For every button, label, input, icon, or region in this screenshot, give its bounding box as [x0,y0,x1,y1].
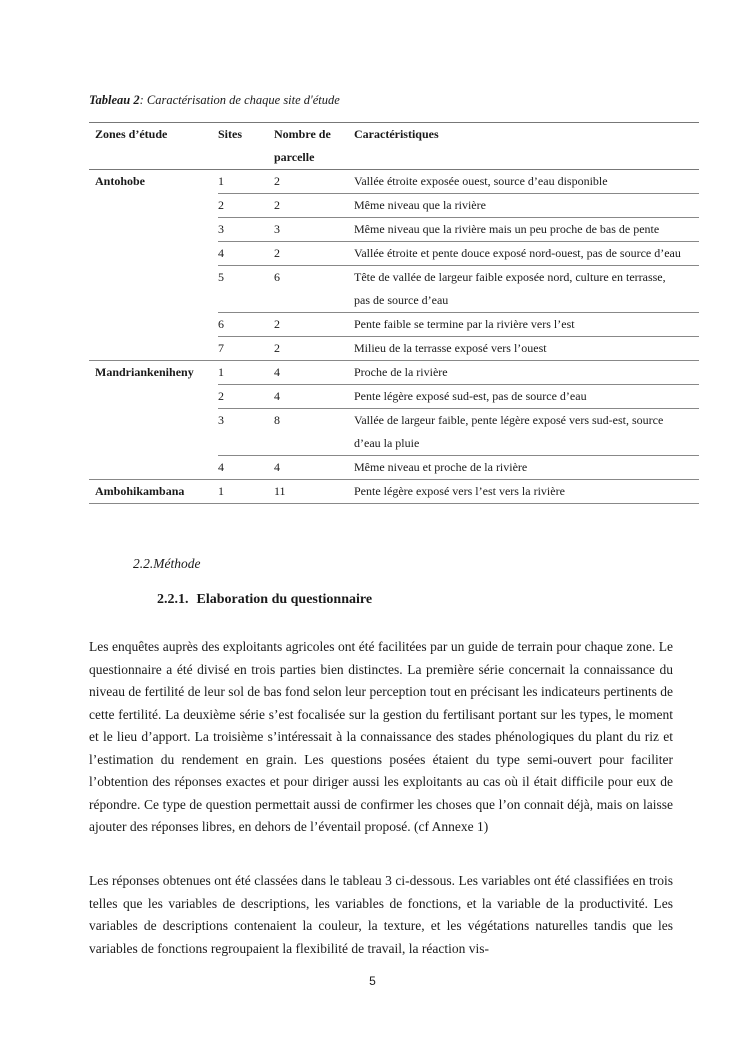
table-row [89,480,699,504]
site-number-cell: 3 [218,218,274,242]
parcel-count-cell: 2 [274,337,354,361]
characteristics-cell: Proche de la rivière [354,361,699,385]
parcel-count-cell: 2 [274,313,354,337]
characteristics-cell: Vallée étroite et pente douce exposé nord-ouest, pas de source d’eau [354,242,699,266]
site-number-cell: 3 [218,409,274,456]
characteristics-cell: Pente faible se termine par la rivière vers l’est [354,313,699,337]
header-nb-parcelle: Nombre de parcelle [274,123,354,170]
table-row [89,170,699,194]
table-row [89,361,699,385]
table-header-row [89,123,699,170]
parcel-count-cell: 6 [274,266,354,313]
characteristics-cell: Même niveau et proche de la rivière [354,456,699,480]
site-number-cell: 2 [218,385,274,409]
characteristics-cell: Même niveau que la rivière [354,194,699,218]
caption-label: Tableau 2 [89,93,140,107]
parcel-count-cell: 4 [274,361,354,385]
subsection-number: 2.2.1. [157,592,189,607]
section-title-methode: 2.2.Méthode [133,556,201,571]
site-number-cell: 1 [218,170,274,194]
parcel-count-cell: 2 [274,242,354,266]
parcel-count-cell: 8 [274,409,354,456]
zone-name-cell: Ambohikambana [89,480,218,504]
zone-name-cell: Mandriankeniheny [89,361,218,480]
header-caracteristiques: Caractéristiques [354,123,699,170]
characteristics-cell: Pente légère exposé sud-est, pas de source d’eau [354,385,699,409]
parcel-count-cell: 2 [274,170,354,194]
subsection-title: Elaboration du questionnaire [196,592,373,607]
site-number-cell: 4 [218,456,274,480]
characteristics-cell: Milieu de la terrasse exposé vers l’ouest [354,337,699,361]
parcel-count-cell: 4 [274,456,354,480]
site-number-cell: 2 [218,194,274,218]
parcel-count-cell: 3 [274,218,354,242]
parcel-count-cell: 4 [274,385,354,409]
site-number-cell: 1 [218,480,274,504]
site-number-cell: 4 [218,242,274,266]
header-zone: Zones d’étude [89,123,218,170]
site-number-cell: 6 [218,313,274,337]
characteristics-cell: Même niveau que la rivière mais un peu proche de bas de pente [354,218,699,242]
characteristics-cell: Tête de vallée de largeur faible exposée nord, culture en terrasse, pas de source d’eau [354,266,699,313]
site-number-cell: 5 [218,266,274,313]
zone-name-cell: Antohobe [89,170,218,361]
parcel-count-cell: 2 [274,194,354,218]
site-number-cell: 7 [218,337,274,361]
characteristics-cell: Vallée de largeur faible, pente légère exposé vers sud-est, source d’eau la pluie [354,409,699,456]
characteristics-cell: Vallée étroite exposée ouest, source d’eau disponible [354,170,699,194]
paragraph-2: Les réponses obtenues ont été classées dans le tableau 3 ci-dessous. Les variables ont été classifiées en trois telles que les variables de descriptions, les variables de fonctions, et la variable de la productivité. Les variables de descriptions contenaient la couleur, la texture, et les végétations naturelles tandis que les variables de fonctions regroupaient la flexibilité de travail, la réaction vis- [89,873,673,956]
page-number: 5 [369,974,376,988]
header-site: Sites [218,123,274,170]
site-number-cell: 1 [218,361,274,385]
subsection-heading [157,592,380,608]
site-characterization-table [89,122,699,504]
table-caption [89,93,340,108]
parcel-count-cell: 11 [274,480,354,504]
characteristics-cell: Pente légère exposé vers l’est vers la rivière [354,480,699,504]
table-body [89,170,699,504]
paragraph-1: Les enquêtes auprès des exploitants agricoles ont été facilitées par un guide de terrain pour chaque zone. Le questionnaire a été divisé en trois parties bien distinctes. La première série concernait la connaissance du niveau de fertilité de leur sol de bas fond selon leur perception tout en précisant les indicateurs pertinents de cette fertilité. La deuxième série s’est focalisée sur la gestion du fertilisant portant sur les types, le moment et le lieu d’apport. La troisième s’intéressait à la connaissance des stades phénologiques du plant du riz et l’estimation du rendement en grain. Les questions posées étaient du type semi-ouvert pour faciliter l’obtention des réponses exactes et pour diriger aussi les exploitants au cas où il était difficile pour eux de répondre. Ce type de question permettait aussi de confirmer les choses que l’on connait déjà, mais on laisse ajouter des réponses libres, en dehors de l’éventail proposé. (cf Annexe 1) [89,639,673,834]
caption-text: : Caractérisation de chaque site d'étude [139,93,340,107]
